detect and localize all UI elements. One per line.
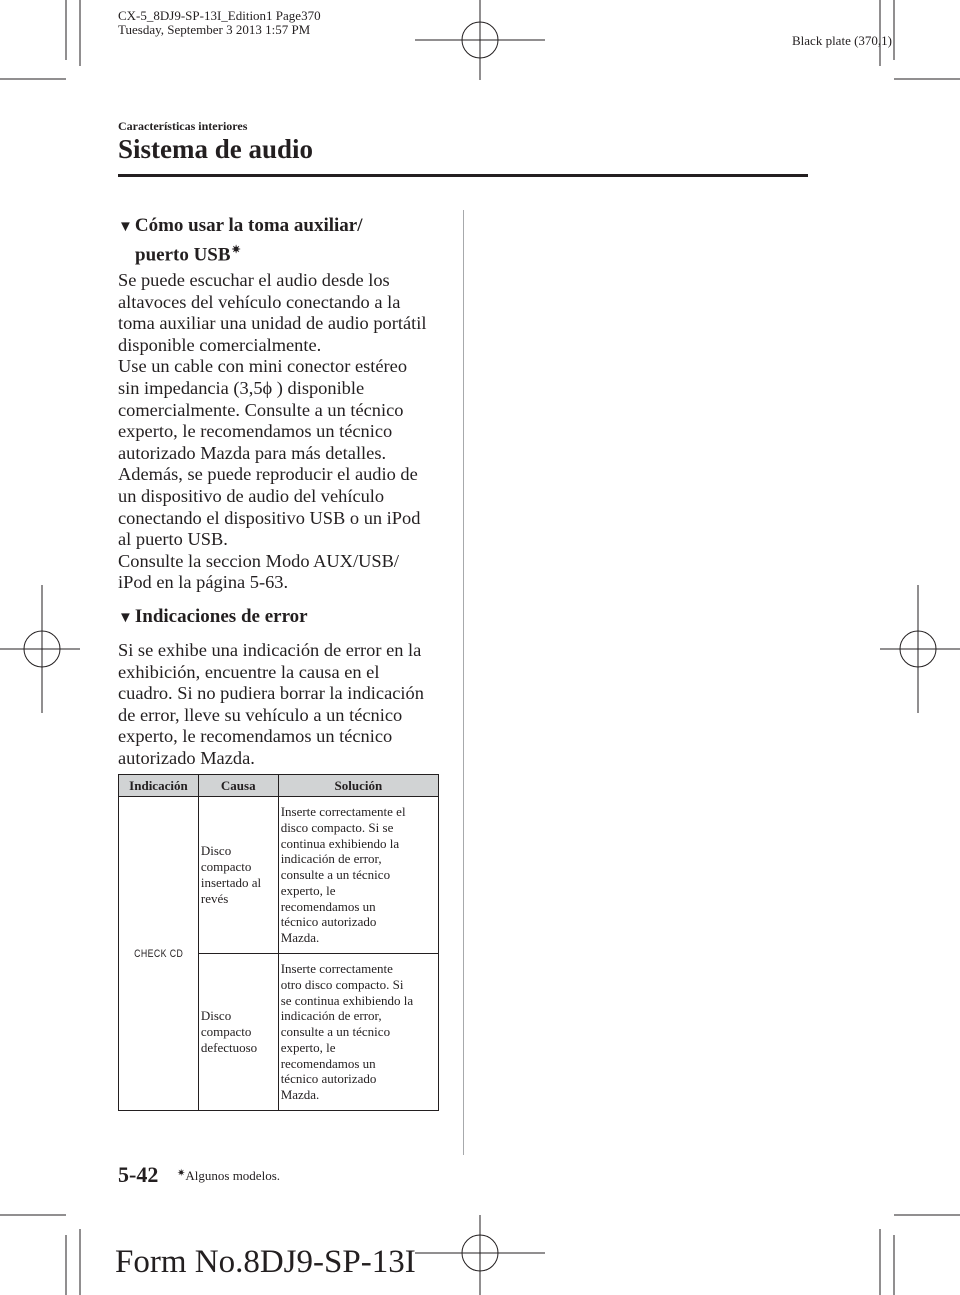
cause-line: compacto (200, 859, 252, 875)
asterisk-icon: ✷ (231, 244, 241, 256)
solution-line: recomendamos un (280, 1055, 376, 1071)
aux-line: Se puede escuchar el audio desde los (118, 270, 390, 290)
solution-line: continua exhibiendo la (280, 835, 400, 851)
aux-line: al puerto USB. (118, 529, 228, 550)
error-heading (118, 605, 308, 630)
solution-line: Mazda. (280, 930, 320, 946)
solution-line: consulte a un técnico (280, 867, 391, 883)
solution-line: consulte a un técnico (280, 1024, 391, 1040)
solution-line: recomendamos un (280, 898, 376, 914)
form-number: Form No.8DJ9-SP-13I (115, 1244, 416, 1280)
cause-line: compacto (200, 1024, 252, 1040)
solution-line: técnico autorizado (280, 914, 377, 930)
error-line: cuadro. Si no pudiera borrar la indicación (118, 683, 424, 704)
title-rule (118, 174, 808, 177)
indication-cell (119, 797, 199, 1111)
error-paragraph (118, 640, 424, 770)
aux-line: autorizado Mazda para más detalles. (118, 442, 387, 463)
solution-line: técnico autorizado (280, 1071, 377, 1087)
aux-line: experto, le recomendamos un técnico (118, 421, 393, 442)
aux-line: Consulte la seccion Modo AUX/USB/ (118, 550, 399, 571)
section-label: Características interiores (118, 119, 248, 133)
file-line: CX-5_8DJ9-SP-13I_Edition1 Page370 (118, 8, 321, 23)
aux-heading (118, 214, 363, 266)
solution-line: se continua exhibiendo la (280, 992, 414, 1008)
triangle-bullet-icon: ▼ (118, 610, 133, 626)
aux-line: disponible comercialmente. (118, 334, 322, 355)
asterisk-icon: ✷ (177, 1168, 186, 1179)
header-indication: Indicación (119, 775, 199, 797)
header-solution: Solución (278, 775, 438, 797)
print-slug (118, 9, 321, 37)
solution-line: indicación de error, (280, 851, 382, 867)
error-table (118, 774, 439, 1111)
error-line: Si se exhibe una indicación de error en la (118, 640, 422, 660)
cause-cell (198, 797, 278, 954)
registration-target-left (0, 585, 80, 713)
registration-target-top (415, 0, 545, 80)
aux-line: Además, se puede reproducir el audio de (118, 464, 418, 485)
solution-line: Inserte correctamente el (280, 803, 406, 819)
aux-heading-line2: puerto USB (135, 244, 231, 266)
page-number: 5-42 (118, 1162, 159, 1187)
cause-line: revés (200, 890, 229, 906)
aux-line: un dispositivo de audio del vehículo (118, 485, 385, 506)
black-plate-label: Black plate (370,1) (792, 33, 892, 48)
registration-target-bottom (415, 1215, 545, 1295)
aux-heading-line1: Cómo usar la toma auxiliar/ (134, 215, 363, 236)
solution-line: Inserte correctamente (280, 960, 393, 976)
cause-line: insertado al (200, 875, 262, 890)
error-heading-text: Indicaciones de error (134, 606, 308, 627)
aux-line: iPod en la página 5-63. (118, 572, 289, 593)
aux-line: comercialmente. Consulte a un técnico (118, 399, 404, 420)
cause-line: Disco (200, 1008, 232, 1024)
error-line: exhibición, encuentre la causa en el (118, 661, 380, 682)
registration-target-right (880, 585, 960, 713)
header-cause: Causa (198, 775, 278, 797)
solution-line: disco compacto. Si se (280, 819, 394, 835)
solution-line: otro disco compacto. Si (280, 976, 404, 992)
footnote (177, 1168, 280, 1184)
aux-line: altavoces del vehículo conectando a la (118, 291, 401, 312)
table-header-row (119, 775, 439, 797)
cause-cell (198, 954, 278, 1111)
aux-paragraph (118, 270, 426, 594)
solution-line: indicación de error, (280, 1008, 382, 1024)
error-line: experto, le recomendamos un técnico (118, 726, 393, 747)
error-line: de error, lleve su vehículo a un técnico (118, 704, 403, 725)
cause-line: defectuoso (200, 1039, 258, 1055)
solution-line: experto, le (280, 1039, 336, 1055)
solution-line: experto, le (280, 882, 336, 898)
solution-cell (278, 797, 438, 954)
column-divider (463, 210, 464, 1155)
footnote-text: Algunos modelos. (185, 1168, 281, 1183)
cause-line: Disco (200, 843, 232, 859)
aux-line: Use un cable con mini conector estéreo (118, 356, 408, 377)
aux-line: sin impedancia (3,5ϕ ) disponible (118, 377, 365, 398)
triangle-bullet-icon: ▼ (118, 219, 133, 235)
date-line: Tuesday, September 3 2013 1:57 PM (118, 22, 311, 37)
table-row (119, 797, 439, 954)
aux-line: toma auxiliar una unidad de audio portátil (118, 313, 427, 334)
error-line: autorizado Mazda. (118, 747, 255, 768)
page-title: Sistema de audio (118, 134, 314, 164)
aux-line: conectando el dispositivo USB o un iPod (118, 507, 421, 528)
solution-cell (278, 954, 438, 1111)
solution-line: Mazda. (280, 1087, 320, 1103)
check-cd-display: CHECK CD (133, 947, 184, 960)
